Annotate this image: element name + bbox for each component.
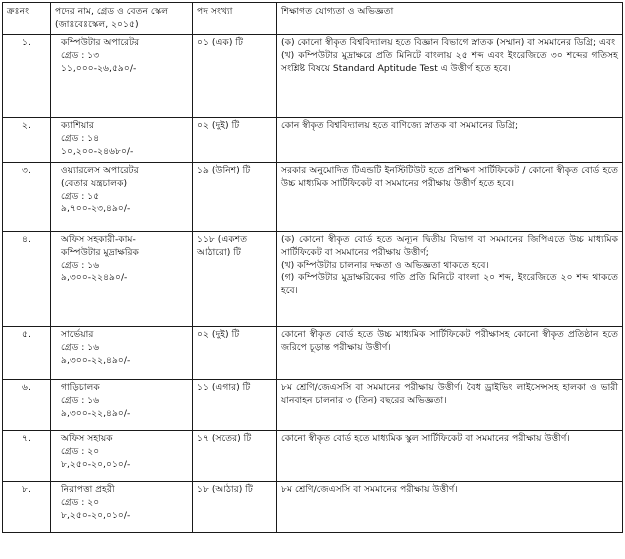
post-title: ক্যাশিয়ার: [61, 120, 94, 132]
post-scale: ৯,৭০০-২৩,৪৯০/-: [61, 203, 131, 215]
post-subtitle: (বেতার যন্ত্রচালক): [61, 178, 128, 190]
count-cell: ১১ (এগার) টি: [193, 380, 277, 431]
table-row: [3, 431, 623, 482]
serial-cell: ২.: [3, 118, 51, 163]
header-qualification: শিক্ষাগত যোগ্যতা ও অভিজ্ঞতা: [277, 3, 623, 35]
table-row: [3, 482, 623, 533]
qualification-line: ৮ম শ্রেণি/জেএসসি বা সমমানের পরীক্ষায় উত্তীর্ণ।: [281, 484, 458, 496]
post-title: নিরাপত্তা প্রহরী: [61, 484, 115, 496]
qualification-line: কোন স্বীকৃত বিশ্ববিদ্যালয় হতে বাণিজ্যে স্নাতক বা সমমানের ডিগ্রি;: [281, 120, 519, 132]
post-grade: গ্রেড : ২০: [61, 446, 100, 458]
serial-cell: ৭.: [3, 431, 51, 482]
qualification-cell: [277, 380, 623, 431]
post-grade: গ্রেড : ১৩: [61, 50, 100, 62]
table-row: [3, 163, 623, 232]
count-cell: ০২ (দুই) টি: [193, 118, 277, 163]
post-title: সার্ভেয়ার: [61, 329, 94, 341]
count-cell: ১৯ (উনিশ) টি: [193, 163, 277, 232]
post-scale: ৮,২৫০-২০,০১০/-: [61, 458, 131, 470]
post-cell: [51, 232, 193, 327]
serial-cell: ৩.: [3, 163, 51, 232]
post-cell: [51, 482, 193, 533]
qualification-cell: [277, 327, 623, 380]
post-title: গাড়িচালক: [61, 382, 100, 394]
count-cell: ১৮ (আঠার) টি: [193, 482, 277, 533]
post-cell: [51, 163, 193, 232]
qualification-line: (খ) কম্পিউটার মুদ্রাক্ষরে প্রতি মিনিটে বাংলায় ২৫ শব্দ এবং ইংরেজিতে ৩০ শব্দের গতিসহ সংশ্লিষ্ট বিষয়ে Standard Aptitude Test এ উত্তীর্ণ হতে হবে।: [281, 50, 618, 74]
post-cell: [51, 380, 193, 431]
post-cell: [51, 118, 193, 163]
serial-cell: ৮.: [3, 482, 51, 533]
post-grade: গ্রেড : ২০: [61, 497, 100, 509]
post-title: অফিস সহকারী-কাম-: [61, 234, 136, 246]
qualification-line: (গ) কম্পিউটার মুদ্রাক্ষরিকের গতি প্রতি মিনিটে বাংলা ২০ শব্দ, ইংরেজিতে ২০ শব্দ থাকতে হবে।: [281, 272, 618, 297]
serial-cell: ৫.: [3, 327, 51, 380]
header-row: [3, 3, 623, 35]
header-post: পদের নাম, গ্রেড ও বেতন স্কেল (জাঃবেঃস্কেল, ২০১৫): [51, 3, 193, 35]
qualification-line: (খ) কম্পিউটার চালনার দক্ষতা ও অভিজ্ঞতা থাকতে হবে।: [281, 259, 489, 271]
qualification-line: কোনো স্বীকৃত বোর্ড হতে উচ্চ মাধ্যমিক সার্টিফিকেট পরীক্ষাসহ কোনো স্বীকৃত প্রতিষ্ঠান হতে জরিপে চূড়ান্ত পরীক্ষায় উত্তীর্ণ।: [281, 329, 618, 354]
post-scale: ৯,৩০০-২২,৪৯০/-: [61, 407, 131, 419]
post-title: অফিস সহায়ক: [61, 433, 113, 445]
header-count: পদ সংখ্যা: [193, 3, 277, 35]
qualification-line: কোনো স্বীকৃত বোর্ড হতে মাধ্যমিক স্কুল সার্টিফিকেট বা সমমানের পরীক্ষায় উত্তীর্ণ।: [281, 433, 570, 445]
qualification-line: সরকার অনুমোদিত টিএন্ডটি ইনস্টিটিউট হতে প্রশিক্ষণ সার্টিফিকেট / কোনো স্বীকৃত বোর্ড হতে উচ্চ মাধ্যমিক সার্টিফিকেট বা সমমানের পরীক্ষায় উত্তীর্ণ হতে হবে।: [281, 165, 618, 190]
header-serial: ক্রঃনং: [3, 3, 51, 35]
serial-cell: ৪.: [3, 232, 51, 327]
post-title: ওয়্যারলেস অপারেটর: [61, 165, 139, 177]
post-cell: [51, 35, 193, 118]
post-grade: গ্রেড : ১৬: [61, 259, 100, 271]
qualification-cell: [277, 431, 623, 482]
count-cell: ১১৮ (একশত আঠারো) টি: [193, 232, 277, 327]
qualification-cell: [277, 118, 623, 163]
post-cell: [51, 327, 193, 380]
post-title-cont: কম্পিউটার মুদ্রাক্ষরিক: [61, 247, 139, 259]
qualification-cell: [277, 163, 623, 232]
post-scale: ১১,০০০-২৬,৫৯০/-: [61, 62, 137, 74]
serial-cell: ৬.: [3, 380, 51, 431]
post-scale: ৯,৩০০-২২৪৯০/-: [61, 272, 128, 284]
post-scale: ৯,৩০০-২২,৪৯০/-: [61, 354, 131, 366]
table-row: [3, 380, 623, 431]
qualification-cell: [277, 35, 623, 118]
post-cell: [51, 431, 193, 482]
table-row: [3, 327, 623, 380]
table-row: [3, 118, 623, 163]
qualification-cell: [277, 232, 623, 327]
serial-cell: ১.: [3, 35, 51, 118]
post-title: কম্পিউটার অপারেটর: [61, 37, 140, 49]
post-grade: গ্রেড : ১৬: [61, 395, 100, 407]
count-cell: ০১ (এক) টি: [193, 35, 277, 118]
qualification-cell: [277, 482, 623, 533]
qualification-line: (ক) কোনো স্বীকৃত বিশ্ববিদ্যালয় হতে বিজ্ঞান বিভাগে স্নাতক (সম্মান) বা সমমানের ডিগ্রি; এবং: [281, 37, 616, 49]
post-scale: ৮,২৫০-২০,০১০/-: [61, 509, 131, 521]
qualification-line: ৮ম শ্রেণি/জেএসসি বা সমমানের পরীক্ষায় উত্তীর্ণ। বৈধ ড্রাইভিং লাইসেন্সসহ হালকা ও ভারী যানবাহন চালনার ৩ (তিন) বছরের অভিজ্ঞতা।: [281, 382, 618, 407]
count-cell: ০২ (দুই) টি: [193, 327, 277, 380]
table-row: [3, 35, 623, 118]
table-row: [3, 232, 623, 327]
post-grade: গ্রেড : ১৪: [61, 133, 100, 145]
recruitment-table: [2, 2, 623, 533]
post-grade: গ্রেড : ১৬: [61, 342, 100, 354]
post-grade: গ্রেড : ১৫: [61, 190, 100, 202]
qualification-line: (ক) কোনো স্বীকৃত বোর্ড হতে অন্যূন দ্বিতীয় বিভাগ বা সমমানের জিপিএতে উচ্চ মাধ্যমিক সার্টিফিকেট বা সমমানের পরীক্ষায় উত্তীর্ণ;: [281, 234, 618, 259]
count-cell: ১৭ (সতের) টি: [193, 431, 277, 482]
post-scale: ১০,২০০-২৪৬৮০/-: [61, 145, 134, 157]
